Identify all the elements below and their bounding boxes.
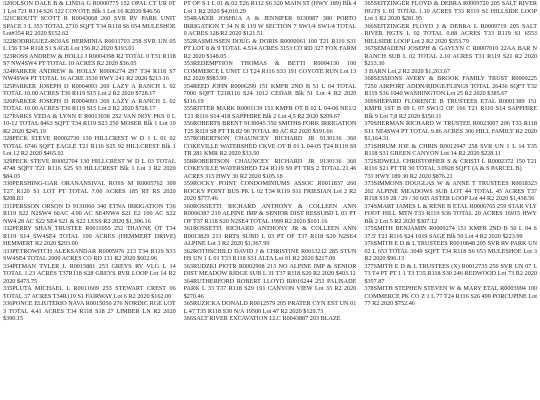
listing-entry: 370SHERMAN RICHARD W TRUSTEE R0023007 206 T33 R118 S11 NE4SW4 PT TOTAL 9.86 ACRES 306 HILL FAMILY R2 2020 $1,164.31 [364, 120, 538, 142]
listing-entry: 326PARKER JOSEPH D R0004093 269 LAZY A RANCH L 02 TOTAL 10.00 ACRES T36 R119 S15 Lot 2 R2 2020 $728.17 [3, 97, 176, 112]
text-column-1 [3, 0, 176, 400]
listing-entry: 376SMITH E D & L TRUSTEES R0010848 205 SVR RV PARK UN 02 L 653 TOTAL 3049 SQFT T34 R118 S6 653 MULESHOE Lot 3 R2 2020 $96.13 [364, 240, 538, 262]
listing-entry: 356ROBERTS BRENT 9130045 350 SMITHS FORK IRRIGATION T25 R119 S8 PT TR 82 96 TOTAL 80 AC R2 2020 $191.66 [183, 120, 357, 135]
listing-entry: 375SMITH BENJAMIN R0009274 151 KMFR 2ND B 50 L 04 S 37.5' T21 R116 S24 1019 SAGE Blk 50 Lot 4 R2 2020 $223.99 [364, 225, 538, 240]
listing-entry: 357ROBERTSON CHAUNCEY RICHARD JR 9130136 360 COKEVILLE WATERSHED CKVE OT B 01 L 04-05 T24 R119 S9 TR 281 KMR R2 2020 $33.50 [183, 135, 357, 157]
listing-entry: 378SMITH STEPHEN STEVEN W & MARY ETAL R0003994 100 COMMERCE PK CO Z 1 L 77 T24 R116 S26 490 PORCUPINE Lot 77 R2 2020 $752.46 [364, 285, 538, 307]
text-column-3 [364, 0, 537, 400]
listing-entry: 358ROBERTSON CHAUNCEY RICHARD JR 9130136 360 COKEVILLE WATERSHED T24 R119 S9 PT TRS 2 TOTAL 21.46 ACRES 315 HWY 30 R2 2020 $105.18 [183, 157, 357, 180]
listing-entry: 324PARKER ANDREW & HOLLY R0006274 297 T34 R118 S7 NW4SW4 PT TOTAL 16 ACRE 3530 HWY 241 R2 2020 $213.16 [3, 67, 176, 82]
listing-entry: 332PERRY SHAN TRUSTEE R0011055 252 THAYNE OT T34 R119 S14 SW4SE4 TOTAL 100 ACRES (HEMMERT DRIVE) HEMMERT R2 2020 $293.00 [3, 225, 176, 247]
listing-entry: 369SHEPARD FLORENCE B TRUSTEES ETAL R0001389 151 KMFR 1ST B 09 L 07 SW1/2 OF 166 T21 R116 S14 SAPPHIRE Blk 9 Lot 7,8 R2 2020 $150.11 [364, 97, 538, 120]
listing-entry: 362ROTHSCHILD DAVID J & CHRISTINE R0013212 285 STUN HS UN 1 L 01 T33 R118 S31 ALTA Lot 01 R2 2020 $217.09 [183, 247, 357, 262]
listing-entry: 3 BARN Lot 2 R2 2020 $1,263.67 [364, 67, 450, 75]
listing-entry: 352RASMUSSEN DOUG & DORIS R0000061 100 T21 R116 S31 PT LOT 8 & 9 TOTAL 4.514 ACRES 3153 CO RD 327 FOX FARM R2 2020 $148.05 [183, 37, 357, 60]
listing-entry: 374SMART JAMES L & RENE B ETAL R0006765 259 STAR VLY FOOT HILL MTN T33 R119 S36 TOTAL 20 ACRES 16915 HWY Blk 2 Lot 5 R2 2020 $307.12 [364, 202, 538, 225]
listing-entry: 322RODRIGUEZ-ROJAS HERMINIA R0011703 258 SVR UN 05 L 156 T34 R118 S1 SAGE Lot 156 R2 2020 $193.01 [3, 37, 176, 52]
listing-entry: 365RUZICKA DONALD R0012579 205 PRATER CYN EST UN 01 L 47 T35 R118 S30 N/A 19500 Lot 47 R2 2020 $129.73 [183, 300, 357, 315]
listing-entry: 731 HWY 189 30 R2 2020 $876.21 [364, 172, 453, 180]
listing-entry: 321CROUTT SCOTT R R0043068 260 SVR RV PARK UNIT SPACE 3 L 353 TOTAL 2710 SQFT T34 R118 S6 654 MULESHOE Lot#354 R2 2020 $152.62 [3, 15, 176, 37]
listing-entry: 365SEITZINGER FLOYD & DEBRA R0009720 205 SALT RIVER HGTS L 01 TOTAL 1.10 ACRES T33 R119 S1 HILLSIDE LOOP Lot 1 R2 2020 $281.95 [364, 0, 538, 22]
listing-entry: 320OLSON DALE B & LINDA G R0000775 152 OPAL CT UR 0T 1 Lot 721 R114 S26 122 COYOTE Blk 1 Lot 16 R2020 $46.56 [3, 0, 176, 15]
listing-entry: 331PERSSON ORSON D 9131060 340 ETNA IRRIGATION T36 R119 S22 N2SW4 60AC 4.90 AC SE4NW4 S21 E2 100 AC S22 NW4 28 AC S22 SE4 S21 & S22 LESS R2 2020 $1,396.16 [3, 202, 176, 225]
listing-entry: 327PARKS VEDA & LYNN E R0013038 232 VAN NOY PKS 0 L 10-12 TOTAL 8463 SQFT T34 R119 S23 250 MOSER Blk 1 Lot 10 R2 2020 $245.19 [3, 112, 176, 135]
listing-entry: 335PLUTA MICHAEL L R0011609 253 STEWART CREST 06 TOTAL 37 ACRES T34R119 S1 FAIRWAY Lot 6 R2 2020 $162.00 [3, 285, 176, 300]
listing-entry: 328PECK STEVE R0002730 130 HILLCREST W D 1 L 01 02 TOTAL 6746 SQFT EAGLE T21 R116 S25 92 HILLCREST Blk 1 Lot 12 R2 2020 $465.02 [3, 135, 176, 157]
listing-entry: 329PECK STEVE R0002704 130 HILLCREST W D L 03 TOTAL 4748 SQFT T21 R116 S25 93 HILLCREST Blk 1 Lot 3 R2 2020 $84.03 [3, 157, 176, 180]
listing-entry: 364RUTHERFORD ROBERT LLOYD R0016244 253 PALISADE PARK L 33 T37 R118 S29 191 CANYON VIEW Lot 33 R2 2020 $270.46 [183, 277, 357, 300]
listing-entry: 353REDEMPTION THOMAS & BETTI R0004130 100 COMMERCE L UNIT 13 T24 R116 S33 191 COYOTE RUN Lot 13 R2 2020 $983.99 [183, 60, 357, 82]
listing-entry: 361ROSSETTI RICHARD ANTHONY JR & COLLEEN ANN R0013829 213 RRTS SUBD L 03 PT OF T37 R118 S20 N2SE4 ALPINE Lot 3 R2 2020 $1,367.99 [183, 225, 357, 247]
listing-entry: 366SALT RIVER EXCAVATION LLC R0043887 203 BLAZE [183, 315, 341, 322]
listing-entry: 333PETROWITCH ALEKSANDAR R0005976 213 T34 R119 S33 SW4SE4 TOTAL 2000 ACRES CO RD 131 R2 2020 $602.96 [3, 247, 176, 262]
listing-entry: 366SEITZINGER FLOYD J & DEBRA L R0009719 205 SALT RIVER HGTS L 02 TOTAL 0.88 ACRES T33 R119 S1 6553 HILLSIDE LOOP Lot 2 R2 2020 $353.79 [364, 22, 538, 45]
listing-entry: 323ROSS ANDREW & HOLLI J R0004398 R2 TOTAL 0 T31 R118 S7 NW4SW4 PT TOTAL 10 ACRES R2 2020 $36.05 [3, 52, 176, 67]
listing-entry: 377SMITH E D & L TRUSTEES (X) R0012735 250 SVR UN 07 L 73 T4 PT PT 1 1 T3 T35 R118 S30 246 REDWOOD Lot 73 R2 2020 $357.87 [364, 262, 538, 285]
listing-entry: 371SHRUM JOE & CHRIS R0012947 258 SVR UN 1 L 14 T35 R118 S31 GREEN CANYON Lot 14 R2 2020 $228.11 [364, 142, 538, 157]
listing-entry: 367SEMADENI JOSEPH & GAYLYN C R0007010 22AA BAR N RANCH SUB L 02 TOTAL 2.10 ACRES T31 R119 S21 R2 2020 $213.30 [364, 45, 538, 67]
listing-entry: 368SESSIONS AVERY & BROOK FAMILY TRUST R0009225 7250 AIRPORT ADDN/RIDGE/FLINGS TOTAL 26436 SQFT T32 R119 S36 1040 WASHINGTON Lot 25 R2 2020 $385.67 [364, 75, 538, 97]
listing-entry: 354RAKER JOSHUA A & JENNIFER 9130987 380 PORTO IRRIGATION T 34 N R 119 W SECTION 7 SW1/4 SW1/4 TOTAL 0 ACRES 128 R2 2020 $121.51 [183, 15, 357, 37]
listing-entry: 372SIDWELL CHRISTOPHER S & CRISTI L R0002372 150 T21 R116 S21 PT TR 30 TOTAL 3.0928 SQFT (A & S PARCEL B) [364, 157, 538, 172]
listing-entry: 355RITTER MARK R0001139 151 KMFR OT B 02 L 04-06 NE1/2 T21 R116 S14 418 SAPPHIRE Blk 2 Lot 4,5 R2 2020 $209.67 [183, 105, 357, 120]
listing-entry: 354REED JOHN R0006299 151 KMFR 2ND B 51 L 04 TOTAL 7000 SQFT T21R116 S24 1012 CEDAR Blk 51 Lot 4 R2 2020 $116.19 [183, 82, 357, 105]
text-column-2 [184, 0, 357, 400]
listing-entry: 360ROSSETTI RICHARD ANTHONY & COLLEEN ANN R0006387 210 ALPINE IMP & SENIOR DIST RESSUBD L 03 PT OF T37 R118 S20 N2SE4 TOTAL 1999 R2 2020 $101.16 [183, 202, 357, 225]
listing-entry: 330PERSHING-GAR ORANANSIVAL ROSS M R0005762 309 T27 R120 S1 LOT PT TOTAL 7.00 ACRES 185 RT RS 2020 $208.83 [3, 180, 176, 202]
listing-entry: 359ROCKY POINT CONDOMINIUMS ASSOC R0011837 260 ROCKY POINT BUS PK L 02 T34 R119 S11 FRIESIAN Lot 2 R2 2020 $777.46 [183, 180, 357, 202]
listing-entry: 336PONCE ELIUTERIO NAVA R0015050 276 NORDIC RGE LOT 3 TOTAL 4.41 ACRES T34 R118 S18 27 LIMBER LN R2 2020 $390.15 [3, 300, 176, 322]
listing-entry: 334PITMAN TYLER L R0015881 253 GREYS RV VLG L 14 TOTAL 1.23 ACRES T37R118 S28 GREYS RVR LOOP Lot 14 R2 2020 $473.75 [3, 262, 176, 285]
listing-entry: 363RUDZKI PIOTR R0002908 213 NO ALPINE IMP & SENIOR DIST MEADOW RIDGE SUB L 31 T37 R118 S20 R2 2020 $403.12 [183, 262, 357, 277]
listing-entry: PT OF S 1 L 01 & 02 T26 R112 S6 320 MAIN ST (HWY 189) Blk 4 Lot 1 R2 2020 $4,010.29 [183, 0, 357, 15]
listing-entry: 325PARKER JOSEPH D R0004093 269 LAZY A RANCH L 02 TOTAL 10.00 ACRES T36 R119 S15 Lot 2 R2 2020 $728.17 [3, 82, 176, 97]
listing-entry: 373SIMMONS DOUGLAS W & ANNE T TRUSTEES R0018323 202 ALPINE MEADOWS SUB LOT 44 TOTAL 45 ACRES T37 R118 S19 28 / 29 / 30 605 ASTER LOOP Lot 44 R2 2020 $1,438.56 [364, 180, 538, 202]
